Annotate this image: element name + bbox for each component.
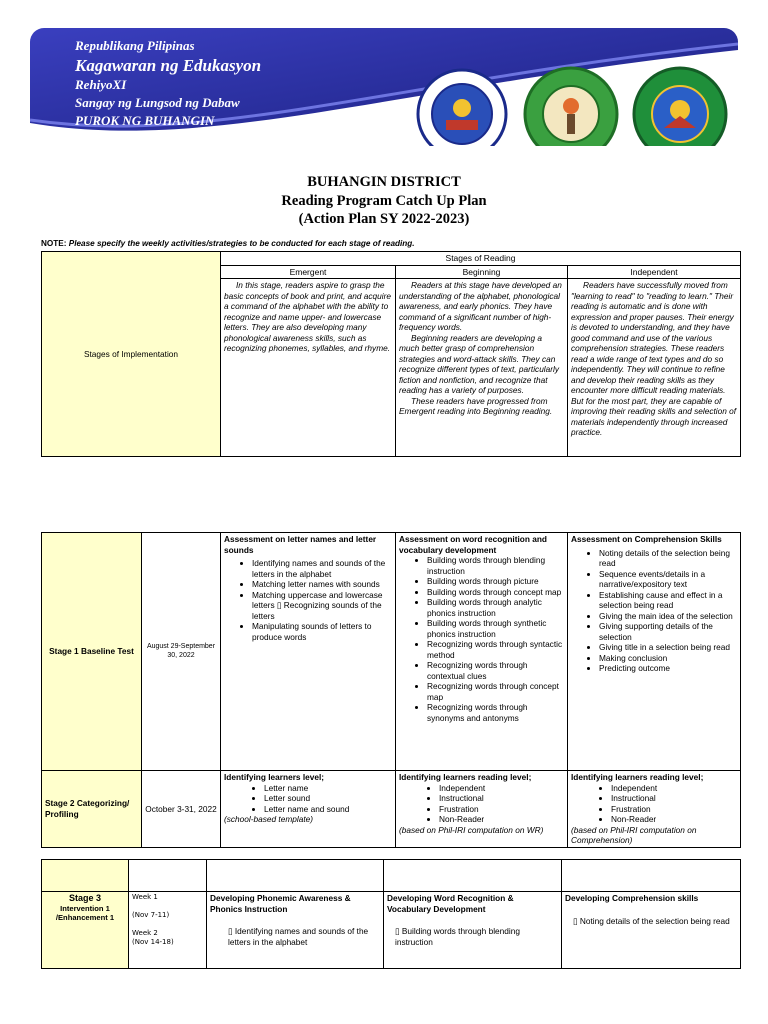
list-item: • Sequence events/details in a narrative/expository text xyxy=(599,569,737,590)
empty-cell xyxy=(129,860,207,892)
header-line-city: Lungsod ng Dabaw xyxy=(75,131,180,146)
stage3-title: Stage 3 xyxy=(68,893,101,903)
list-item: • Instructional xyxy=(439,793,564,804)
stages-implementation-label xyxy=(42,252,221,457)
list-item: • Manipulating sounds of letters to produce words xyxy=(252,621,392,642)
plan-subtitle: (Action Plan SY 2022-2023) xyxy=(298,211,470,227)
list-item: • Establishing cause and effect in a selection being read xyxy=(599,590,737,611)
stage2-label: Stage 2 Categorizing/ Profiling xyxy=(42,771,142,848)
comprehension-heading: Developing Comprehension skills xyxy=(565,893,699,903)
stage3-weeks xyxy=(129,892,207,969)
note-line xyxy=(41,239,415,248)
comprehension-assessment-list xyxy=(571,548,737,674)
list-item: • Non-Reader xyxy=(611,814,737,825)
emergent-text: In this stage, readers aspire to grasp the basic concepts of book and print, and acquire a command of the alphabet with the ability to recognize and name upper- and lowercase letters. They are also developing many phonological awareness skills, such as recognizing phonemes, syllables, and rhyme. xyxy=(224,280,391,353)
empty-cell xyxy=(42,860,129,892)
word-recognition-item: ▯ Building words through blending instruction xyxy=(395,926,520,947)
letter-assessment-heading: Assessment on letter names and letter sounds xyxy=(224,534,377,555)
header-line-department: Kagawaran ng Edukasyon xyxy=(75,56,262,75)
list-item: • Giving supporting details of the selection xyxy=(599,621,737,642)
plan-title: Reading Program Catch Up Plan xyxy=(281,193,487,209)
list-item: • Giving the main idea of the selection xyxy=(599,611,737,622)
list-item: • Recognizing words through contextual clues xyxy=(427,660,564,681)
word-recognition-heading: Developing Word Recognition & Vocabulary Development xyxy=(387,893,514,914)
header-line-district: PUROK NG BUHANGIN xyxy=(75,113,215,128)
stage2-word-list xyxy=(399,783,564,825)
stage2-comprehension-list xyxy=(571,783,737,825)
stage1-letter-assessment xyxy=(221,533,396,771)
stage3-comprehension xyxy=(562,892,741,969)
list-item: • Building words through analytic phonics instruction xyxy=(427,597,564,618)
empty-cell xyxy=(562,860,741,892)
independent-text: Readers have successfully moved from "learning to read" to "reading to learn." Their reading is automatic and is done with expression and proper pauses. Their energy is devoted to understanding, and they have good command and use of the various comprehension strategies. These readers read a wide range of text types and do so independently. They will continue to refine and develop their reading skills as they encounter more difficult reading materials. But for the most part, they are capable of improving their reading skills and selection of materials independently through increased practice. xyxy=(571,280,737,437)
stage2-comprehension-note: (based on Phil-IRI computation on Comprehension) xyxy=(571,824,697,845)
comprehension-assessment-heading: Assessment on Comprehension Skills xyxy=(571,534,722,544)
list-item: • Letter sound xyxy=(264,793,392,804)
stage2-word-heading: Identifying learners reading level; xyxy=(399,772,532,782)
beginning-description xyxy=(396,279,568,457)
week1-label: Week 1 xyxy=(132,893,158,901)
column-beginning: Beginning xyxy=(396,265,568,279)
stage1-label: Stage 1 Baseline Test xyxy=(42,533,142,771)
stage1-date: August 29-September 30, 2022 xyxy=(142,533,221,771)
stage3-phonemic xyxy=(207,892,384,969)
list-item: • Recognizing words through synonyms and antonyms xyxy=(427,702,564,723)
list-item: • Letter name xyxy=(264,783,392,794)
beginning-paragraph-1: Readers at this stage have developed an understanding of the alphabet, phonological awareness, and early phonics. They have command of a significant number of high-frequency words. xyxy=(399,280,562,332)
header-line-republic: Republikang Pilipinas xyxy=(75,38,195,53)
stage3-subtitle: Intervention 1 /Enhancement 1 xyxy=(55,903,115,922)
stage1-comprehension-assessment xyxy=(568,533,741,771)
list-item: • Building words through picture xyxy=(427,576,564,587)
list-item: • Frustration xyxy=(439,804,564,815)
week2-label: Week 2 xyxy=(132,929,158,937)
list-item: • Letter name and sound xyxy=(264,804,392,815)
intervention-table xyxy=(41,859,741,969)
comprehension-item: ▯ Noting details of the selection being read xyxy=(573,915,730,926)
empty-cell xyxy=(207,860,384,892)
phonemic-item: ▯ Identifying names and sounds of the letters in the alphabet xyxy=(228,926,369,947)
week2-dates: (Nov 14-18) xyxy=(132,938,174,946)
stage1-word-assessment xyxy=(396,533,568,771)
list-item: • Non-Reader xyxy=(439,814,564,825)
list-item: • Independent xyxy=(611,783,737,794)
phonemic-heading: Developing Phonemic Awareness & Phonics Instruction xyxy=(210,893,351,914)
list-item: • Building words through blending instruction xyxy=(427,555,564,576)
stage3-word-recognition xyxy=(384,892,562,969)
letter-assessment-list xyxy=(224,558,392,642)
stage2-date: October 3-31, 2022 xyxy=(142,771,221,848)
independent-description xyxy=(568,279,741,457)
stage2-comprehension-heading: Identifying learners reading level; xyxy=(571,772,704,782)
stages-of-reading-table xyxy=(41,251,741,457)
list-item: • Independent xyxy=(439,783,564,794)
stage2-letter-list xyxy=(224,783,392,815)
assessment-table xyxy=(41,532,741,848)
beginning-paragraph-3: These readers have progressed from Emergent reading into Beginning reading. xyxy=(399,395,553,416)
beginning-paragraph-2: Beginning readers are developing a much better grasp of comprehension strategies and word-attack skills. They can recognize different types of text, particularly fiction and nonfiction, and recognize that reading has a variety of purposes. xyxy=(399,332,560,395)
stage2-word-level xyxy=(396,771,568,848)
stage2-letter-note: (school-based template) xyxy=(224,814,314,824)
list-item: • Recognizing words through syntactic method xyxy=(427,639,564,660)
column-independent: Independent xyxy=(568,265,741,279)
list-item: • Instructional xyxy=(611,793,737,804)
stages-implementation-text: Stages of Implementation xyxy=(83,348,179,359)
header-text-block xyxy=(75,37,261,146)
word-assessment-heading: Assessment on word recognition and vocabulary development xyxy=(399,534,547,555)
stage2-word-note: (based on Phil-IRI computation on WR) xyxy=(399,824,544,835)
note-label: NOTE: xyxy=(41,239,67,248)
week1-dates: (Nov 7-11) xyxy=(132,911,170,919)
list-item: • Matching letter names with sounds xyxy=(252,579,392,590)
stages-of-reading-header: Stages of Reading xyxy=(221,252,741,266)
list-item: • Building words through concept map xyxy=(427,587,564,598)
stage2-letter-heading: Identifying learners level; xyxy=(224,772,325,782)
header-line-region: RehiyoXI xyxy=(75,77,127,92)
list-item: • Predicting outcome xyxy=(599,663,737,674)
list-item: • Identifying names and sounds of the letters in the alphabet xyxy=(252,558,392,579)
list-item: • Recognizing words through concept map xyxy=(427,681,564,702)
list-item: • Building words through synthetic phonics instruction xyxy=(427,618,564,639)
word-assessment-list xyxy=(399,555,564,723)
list-item: • Matching uppercase and lowercase letters ▯ Recognizing sounds of the letters xyxy=(252,590,392,622)
note-text: Please specify the weekly activities/strategies to be conducted for each stage of reading. xyxy=(66,239,415,248)
empty-cell xyxy=(384,860,562,892)
header-banner xyxy=(30,28,738,146)
list-item: • Making conclusion xyxy=(599,653,737,664)
stage3-label xyxy=(42,892,129,969)
stage2-letter-level xyxy=(221,771,396,848)
list-item: • Frustration xyxy=(611,804,737,815)
list-item: • Noting details of the selection being read xyxy=(599,548,737,569)
emergent-description xyxy=(221,279,396,457)
header-line-division: Sangay ng Lungsod ng Dabaw xyxy=(75,95,240,110)
stage2-comprehension-level xyxy=(568,771,741,848)
district-title: BUHANGIN DISTRICT xyxy=(307,174,461,190)
list-item: • Giving title in a selection being read xyxy=(599,642,737,653)
column-emergent: Emergent xyxy=(221,265,396,279)
